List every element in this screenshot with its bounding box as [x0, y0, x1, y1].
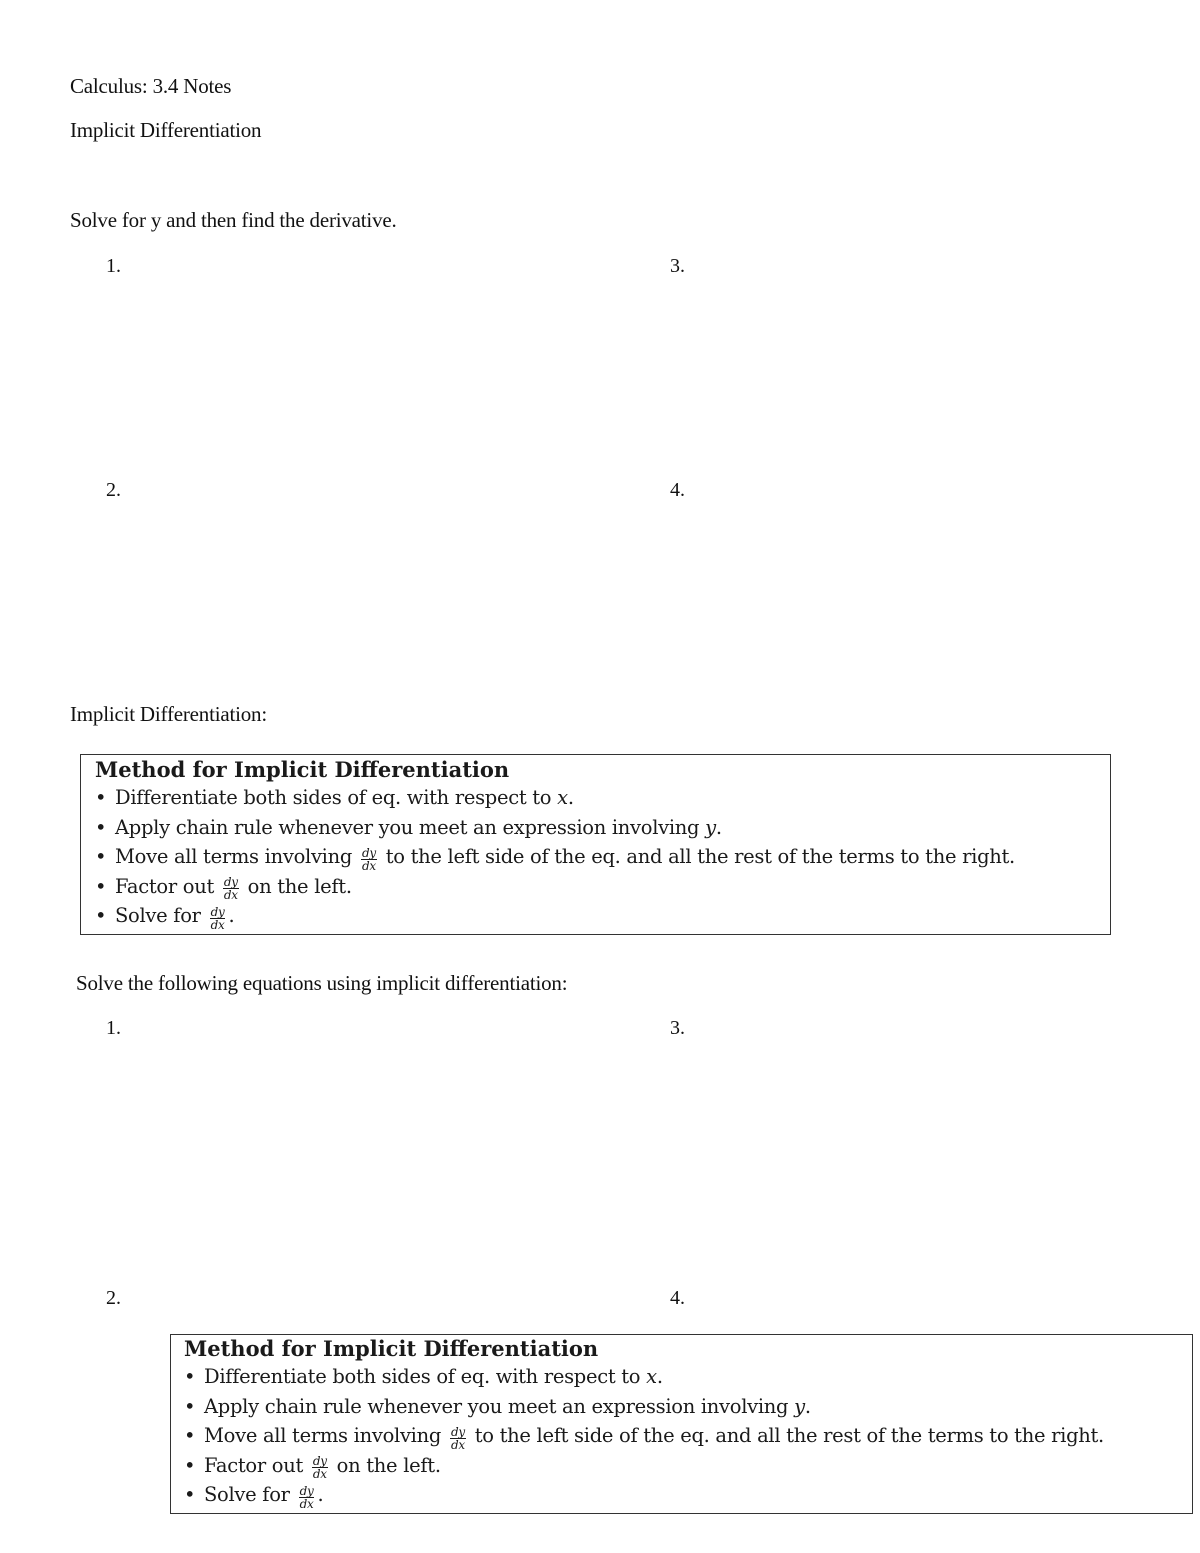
method-bullet-factor: • Factor out $\frac{dy}{dx}$ on the left.	[95, 872, 1110, 902]
problem-number-3: 3.	[670, 255, 685, 277]
bullet-icon: •	[184, 1394, 196, 1418]
method-bullet-solve: • Solve for $\frac{dy}{dx}$ .	[95, 901, 1110, 931]
method-bullet-chain-rule: • Apply chain rule whenever you meet an expression involving y.	[95, 813, 1110, 843]
method-bullet-differentiate: • Differentiate both sides of eq. with respect to x.	[184, 1362, 1192, 1392]
problem-number-1: 1.	[106, 255, 121, 277]
problem-number-2: 2.	[106, 1287, 121, 1309]
bullet-icon: •	[95, 904, 107, 928]
bullet-icon: •	[95, 815, 107, 839]
bullet-icon: •	[184, 1483, 196, 1507]
method-bullet-solve: • Solve for $\frac{dy}{dx}$ .	[184, 1480, 1192, 1510]
dy-dx-fraction: $\frac{dy}{dx}$	[210, 904, 225, 932]
method-box	[80, 754, 1111, 935]
bullet-icon: •	[184, 1365, 196, 1388]
section1-instruction: Solve for y and then find the derivative.	[70, 208, 397, 232]
method-box	[170, 1334, 1193, 1514]
bullet-icon: •	[184, 1424, 196, 1447]
dy-dx-fraction: $\frac{dy}{dx}$	[361, 845, 376, 873]
section2-heading: Implicit Differentiation:	[70, 702, 267, 726]
method-bullet-move-terms: • Move all terms involving $\frac{dy}{dx}$ to the left side of the eq. and all the rest of the terms to the right.	[184, 1421, 1192, 1451]
bullet-icon: •	[95, 874, 107, 898]
method-bullet-differentiate: • Differentiate both sides of eq. with respect to x.	[95, 783, 1110, 813]
method-title: Method for Implicit Differentiation	[184, 1336, 599, 1361]
method-bullet-factor: • Factor out $\frac{dy}{dx}$ on the left.	[184, 1451, 1192, 1481]
problem-number-3: 3.	[670, 1017, 685, 1039]
method-title: Method for Implicit Differentiation	[95, 757, 510, 782]
problem-number-2: 2.	[106, 479, 121, 501]
page-title: Calculus: 3.4 Notes	[70, 74, 232, 98]
bullet-icon: •	[95, 786, 107, 809]
problem-number-1: 1.	[106, 1017, 121, 1039]
page-subtitle: Implicit Differentiation	[70, 118, 262, 142]
problem-number-4: 4.	[670, 479, 685, 501]
bullet-icon: •	[184, 1453, 196, 1477]
dy-dx-fraction: $\frac{dy}{dx}$	[223, 875, 238, 903]
bullet-icon: •	[95, 845, 107, 868]
dy-dx-fraction: $\frac{dy}{dx}$	[299, 1483, 314, 1511]
dy-dx-fraction: $\frac{dy}{dx}$	[450, 1424, 465, 1452]
section3-instruction: Solve the following equations using implicit differentiation:	[76, 971, 568, 995]
method-bullet-chain-rule: • Apply chain rule whenever you meet an expression involving y.	[184, 1392, 1192, 1422]
problem-number-4: 4.	[670, 1287, 685, 1309]
method-bullet-move-terms: • Move all terms involving $\frac{dy}{dx}$ to the left side of the eq. and all the rest of the terms to the right.	[95, 842, 1110, 872]
dy-dx-fraction: $\frac{dy}{dx}$	[312, 1454, 327, 1482]
